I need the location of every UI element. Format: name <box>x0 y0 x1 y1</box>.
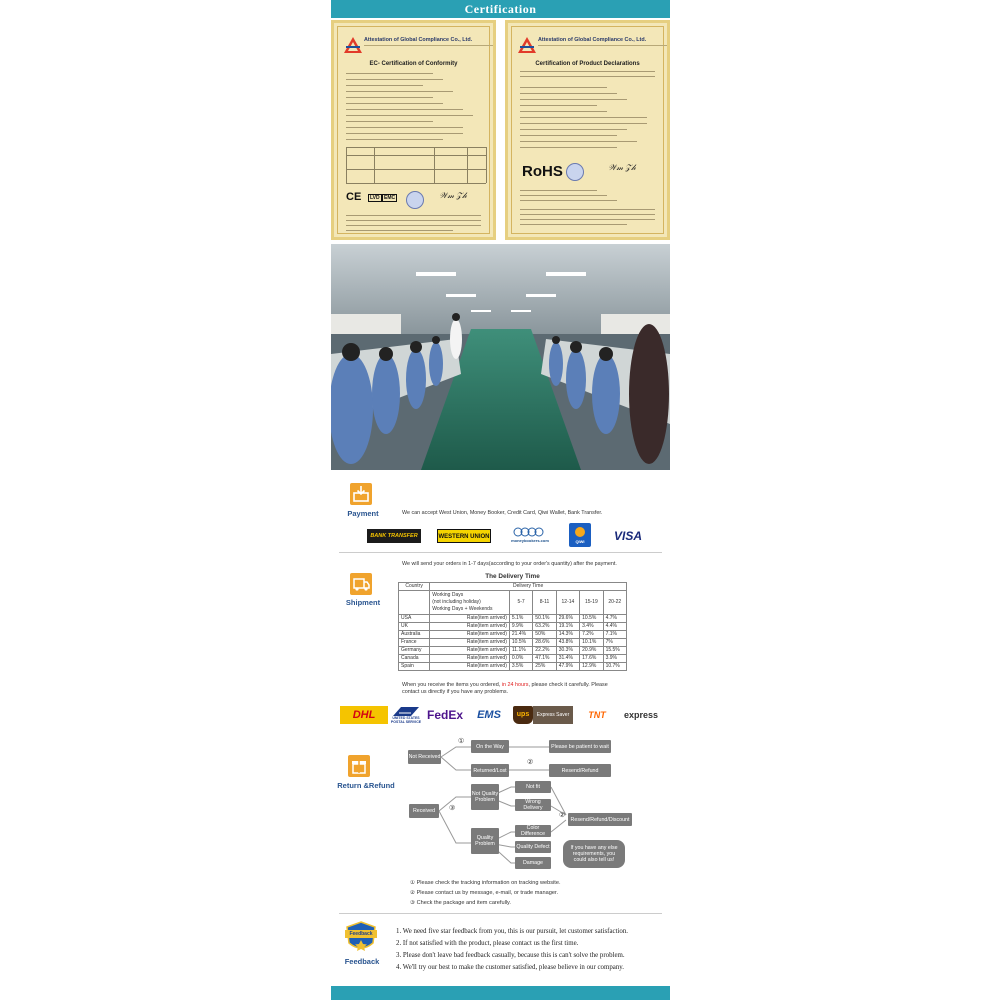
column-header: 12-14 <box>556 591 579 615</box>
rate-value-cell: 22.2% <box>533 647 556 655</box>
return-refund-label: Return &Refund <box>337 781 395 790</box>
certificate-title: EC- Certification of Conformity <box>369 61 458 67</box>
column-header: 5-7 <box>509 591 532 615</box>
signature-icon: 𝒲𝓂 𝒵𝒽 <box>608 163 636 172</box>
rate-value-cell: 63.2% <box>533 623 556 631</box>
rate-value-cell: 10.5% <box>509 639 532 647</box>
qiwi-logo <box>569 523 591 547</box>
blank-header <box>399 591 430 615</box>
not-including-label: (not including holiday) <box>432 599 481 605</box>
shipment-label: Shipment <box>345 598 381 607</box>
rate-value-cell: 3.9% <box>603 655 626 663</box>
table-row <box>399 631 627 639</box>
feedback-item-2: 2. If not satisfied with the product, please contact us the first time. <box>396 940 579 947</box>
certification-title: Certification <box>464 2 537 16</box>
feedback-label: Feedback <box>344 957 380 966</box>
table-row <box>399 663 627 671</box>
moneybookers-text: moneybookers.com <box>511 538 549 543</box>
step-number-2: ② <box>527 759 534 766</box>
rate-value-cell: 10.7% <box>603 663 626 671</box>
bottom-bar <box>331 986 670 1000</box>
rate-value-cell: 10.1% <box>580 639 603 647</box>
country-cell: France <box>399 639 430 647</box>
resend-refund-box: Resend/Refund <box>549 764 611 777</box>
rate-value-cell: 29.6% <box>556 615 579 623</box>
product-detail-column <box>331 0 670 1000</box>
tip-1: ① Please check the tracking information on tracking website. <box>410 880 561 886</box>
moneybookers-logo <box>507 524 553 546</box>
feedback-badge-icon <box>345 921 377 953</box>
rate-value-cell: 30.3% <box>556 647 579 655</box>
table-row <box>399 623 627 631</box>
feedback-item-4: 4. We'll try our best to make the customer satisfied, please believe in our company. <box>396 964 625 971</box>
wrong-delivery-box: Wrong Delivery <box>515 799 551 811</box>
shipment-note <box>402 682 608 688</box>
quality-defect-box: Quality Defect <box>515 841 551 853</box>
rohs-certificate <box>505 20 670 240</box>
on-the-way-box: On the Way <box>471 740 509 753</box>
shipment-intro: We will send your orders in 1-7 days(according to your order's quantity) after the payment. <box>402 561 617 567</box>
payment-label: Payment <box>347 509 379 518</box>
rate-cell: Rate(item arrived) <box>430 623 510 631</box>
certificate-title: Certification of Product Declarations <box>535 61 640 67</box>
agc-logo-icon <box>344 37 362 53</box>
rate-value-cell: 10.5% <box>580 615 603 623</box>
table-row <box>399 647 627 655</box>
table-row <box>399 639 627 647</box>
express-saver-logo: Express Saver <box>533 706 573 724</box>
delivery-table-title: The Delivery Time <box>485 573 540 580</box>
rate-value-cell: 50.1% <box>533 615 556 623</box>
rate-value-cell: 12.9% <box>580 663 603 671</box>
note-highlight: in 24 hours <box>501 682 529 688</box>
rate-cell: Rate(item arrived) <box>430 655 510 663</box>
rate-value-cell: 20.9% <box>580 647 603 655</box>
visa-logo: VISA <box>613 529 642 543</box>
rate-value-cell: 28.6% <box>533 639 556 647</box>
rohs-mark: RoHS <box>522 163 563 180</box>
shipment-icon <box>350 573 372 595</box>
certificate-org-subline <box>364 45 494 51</box>
feedback-badge-text: Feedback <box>349 931 373 937</box>
rate-value-cell: 7.2% <box>580 631 603 639</box>
rate-value-cell: 17.6% <box>580 655 603 663</box>
rate-cell: Rate(item arrived) <box>430 639 510 647</box>
western-union-logo: WESTERN UNION <box>437 529 491 543</box>
feedback-item-1: 1. We need five star feedback from you, this is our pursuit, let customer satisfaction. <box>396 928 629 935</box>
delivery-time-header: Delivery Time <box>430 583 627 591</box>
ce-certificate <box>331 20 496 240</box>
lvd-mark: LVD <box>370 195 380 201</box>
agc-logo-icon <box>518 37 536 53</box>
emc-mark: EMC <box>384 195 396 201</box>
note-text-a: When you receive the items you ordered, <box>402 682 502 688</box>
rate-value-cell: 50% <box>533 631 556 639</box>
rate-value-cell: 7% <box>603 639 626 647</box>
country-cell: Australia <box>399 631 430 639</box>
rate-value-cell: 4.4% <box>603 623 626 631</box>
rate-value-cell: 9.9% <box>509 623 532 631</box>
step-number-2b: ② <box>559 812 566 819</box>
dhl-logo: DHL <box>340 706 388 724</box>
bank-transfer-logo: BANK TRANSFER <box>367 529 421 543</box>
rate-cell: Rate(item arrived) <box>430 615 510 623</box>
color-difference-box: Color Difference <box>515 825 551 837</box>
not-quality-problem-box: Not Quality Problem <box>471 784 499 810</box>
column-header: 20-22 <box>603 591 626 615</box>
not-received-box: Not Received <box>408 750 441 764</box>
payment-icon <box>350 483 372 505</box>
step-number-1: ① <box>458 738 465 745</box>
rate-value-cell: 25% <box>533 663 556 671</box>
rate-value-cell: 11.1% <box>509 647 532 655</box>
rate-value-cell: 31.4% <box>556 655 579 663</box>
qiwi-text: QIWI <box>575 539 585 544</box>
certificate-seal-icon <box>566 163 584 181</box>
ems-logo: EMS <box>477 709 501 721</box>
fedex-text: FedEx <box>426 708 463 722</box>
certificate-org: Attestation of Global Compliance Co., Ltd. <box>538 37 647 43</box>
working-days-header <box>430 591 510 615</box>
column-header: 8-11 <box>533 591 556 615</box>
certification-bar <box>331 0 670 18</box>
usps-logo <box>389 706 423 724</box>
table-row <box>399 655 627 663</box>
be-patient-box: Please be patient to wait <box>549 740 611 753</box>
quality-problem-box: Quality Problem <box>471 828 499 854</box>
certificate-header <box>518 35 661 57</box>
rate-value-cell: 15.5% <box>603 647 626 655</box>
rate-value-cell: 4.7% <box>603 615 626 623</box>
rate-value-cell: 47.9% <box>556 663 579 671</box>
ups-logo: ups <box>513 706 533 724</box>
country-header: Country <box>399 583 430 591</box>
rate-value-cell: 0.0% <box>509 655 532 663</box>
resend-refund-discount-box: Resend/Refund/Discount <box>568 813 632 826</box>
not-fit-box: Not fit <box>515 781 551 793</box>
usps-text: UNITED STATES POSTAL SERVICE <box>390 716 422 724</box>
certificate-seal-icon <box>406 191 424 209</box>
tnt-express-text: express <box>623 710 659 720</box>
certificate-org-subline <box>538 45 668 51</box>
column-header: 15-19 <box>580 591 603 615</box>
feedback-item-3: 3. Please don't leave bad feedback casually, because this is can't solve the problem. <box>396 952 625 959</box>
tnt-logo: TNT <box>588 710 606 720</box>
shipment-note-line2: contact us directly if you have any problems. <box>402 689 509 695</box>
certificate-header <box>344 35 487 57</box>
rate-value-cell: 47.1% <box>533 655 556 663</box>
delivery-table-body <box>399 615 627 671</box>
rate-value-cell: 14.3% <box>556 631 579 639</box>
rate-value-cell: 43.8% <box>556 639 579 647</box>
certificate-org: Attestation of Global Compliance Co., Ltd. <box>364 37 473 43</box>
fedex-logo <box>424 706 466 724</box>
step-number-3: ③ <box>449 805 456 812</box>
rate-cell: Rate(item arrived) <box>430 663 510 671</box>
rate-value-cell: 7.1% <box>603 631 626 639</box>
country-cell: USA <box>399 615 430 623</box>
damage-box: Damage <box>515 857 551 869</box>
working-days-label: Working Days <box>432 592 464 598</box>
working-weekends-label: Working Days + Weekends <box>432 606 493 612</box>
rate-value-cell: 5.1% <box>509 615 532 623</box>
rate-value-cell: 3.4% <box>580 623 603 631</box>
country-cell: Germany <box>399 647 430 655</box>
else-requirements-bubble: If you have any else requirements, you could also tell us! <box>563 840 625 868</box>
country-cell: Spain <box>399 663 430 671</box>
section-divider <box>339 552 662 553</box>
section-divider <box>339 913 662 914</box>
table-row <box>399 615 627 623</box>
delivery-time-table <box>398 582 627 671</box>
ce-mark: CE <box>346 191 362 203</box>
tip-3: ③ Check the package and item carefully. <box>410 900 511 906</box>
payment-text: We can accept West Union, Money Booker, Credit Card, Qiwi Wallet, Bank Transfer. <box>402 510 603 516</box>
rate-cell: Rate(item arrived) <box>430 647 510 655</box>
country-cell: UK <box>399 623 430 631</box>
country-cell: Canada <box>399 655 430 663</box>
factory-photo <box>331 244 670 470</box>
note-text-b: , please check it carefully. Please <box>528 682 608 688</box>
returned-lost-box: Returned/Lost <box>471 764 509 777</box>
received-box: Received <box>409 804 439 818</box>
factory-workshop-image <box>331 244 670 470</box>
tip-2: ② Please contact us by message, e-mail, or trade manager. <box>410 890 559 896</box>
rate-cell: Rate(item arrived) <box>430 631 510 639</box>
rate-value-cell: 19.1% <box>556 623 579 631</box>
rate-value-cell: 3.5% <box>509 663 532 671</box>
signature-icon: 𝒲𝓂 𝒵𝒽 <box>439 191 467 200</box>
rate-value-cell: 21.4% <box>509 631 532 639</box>
